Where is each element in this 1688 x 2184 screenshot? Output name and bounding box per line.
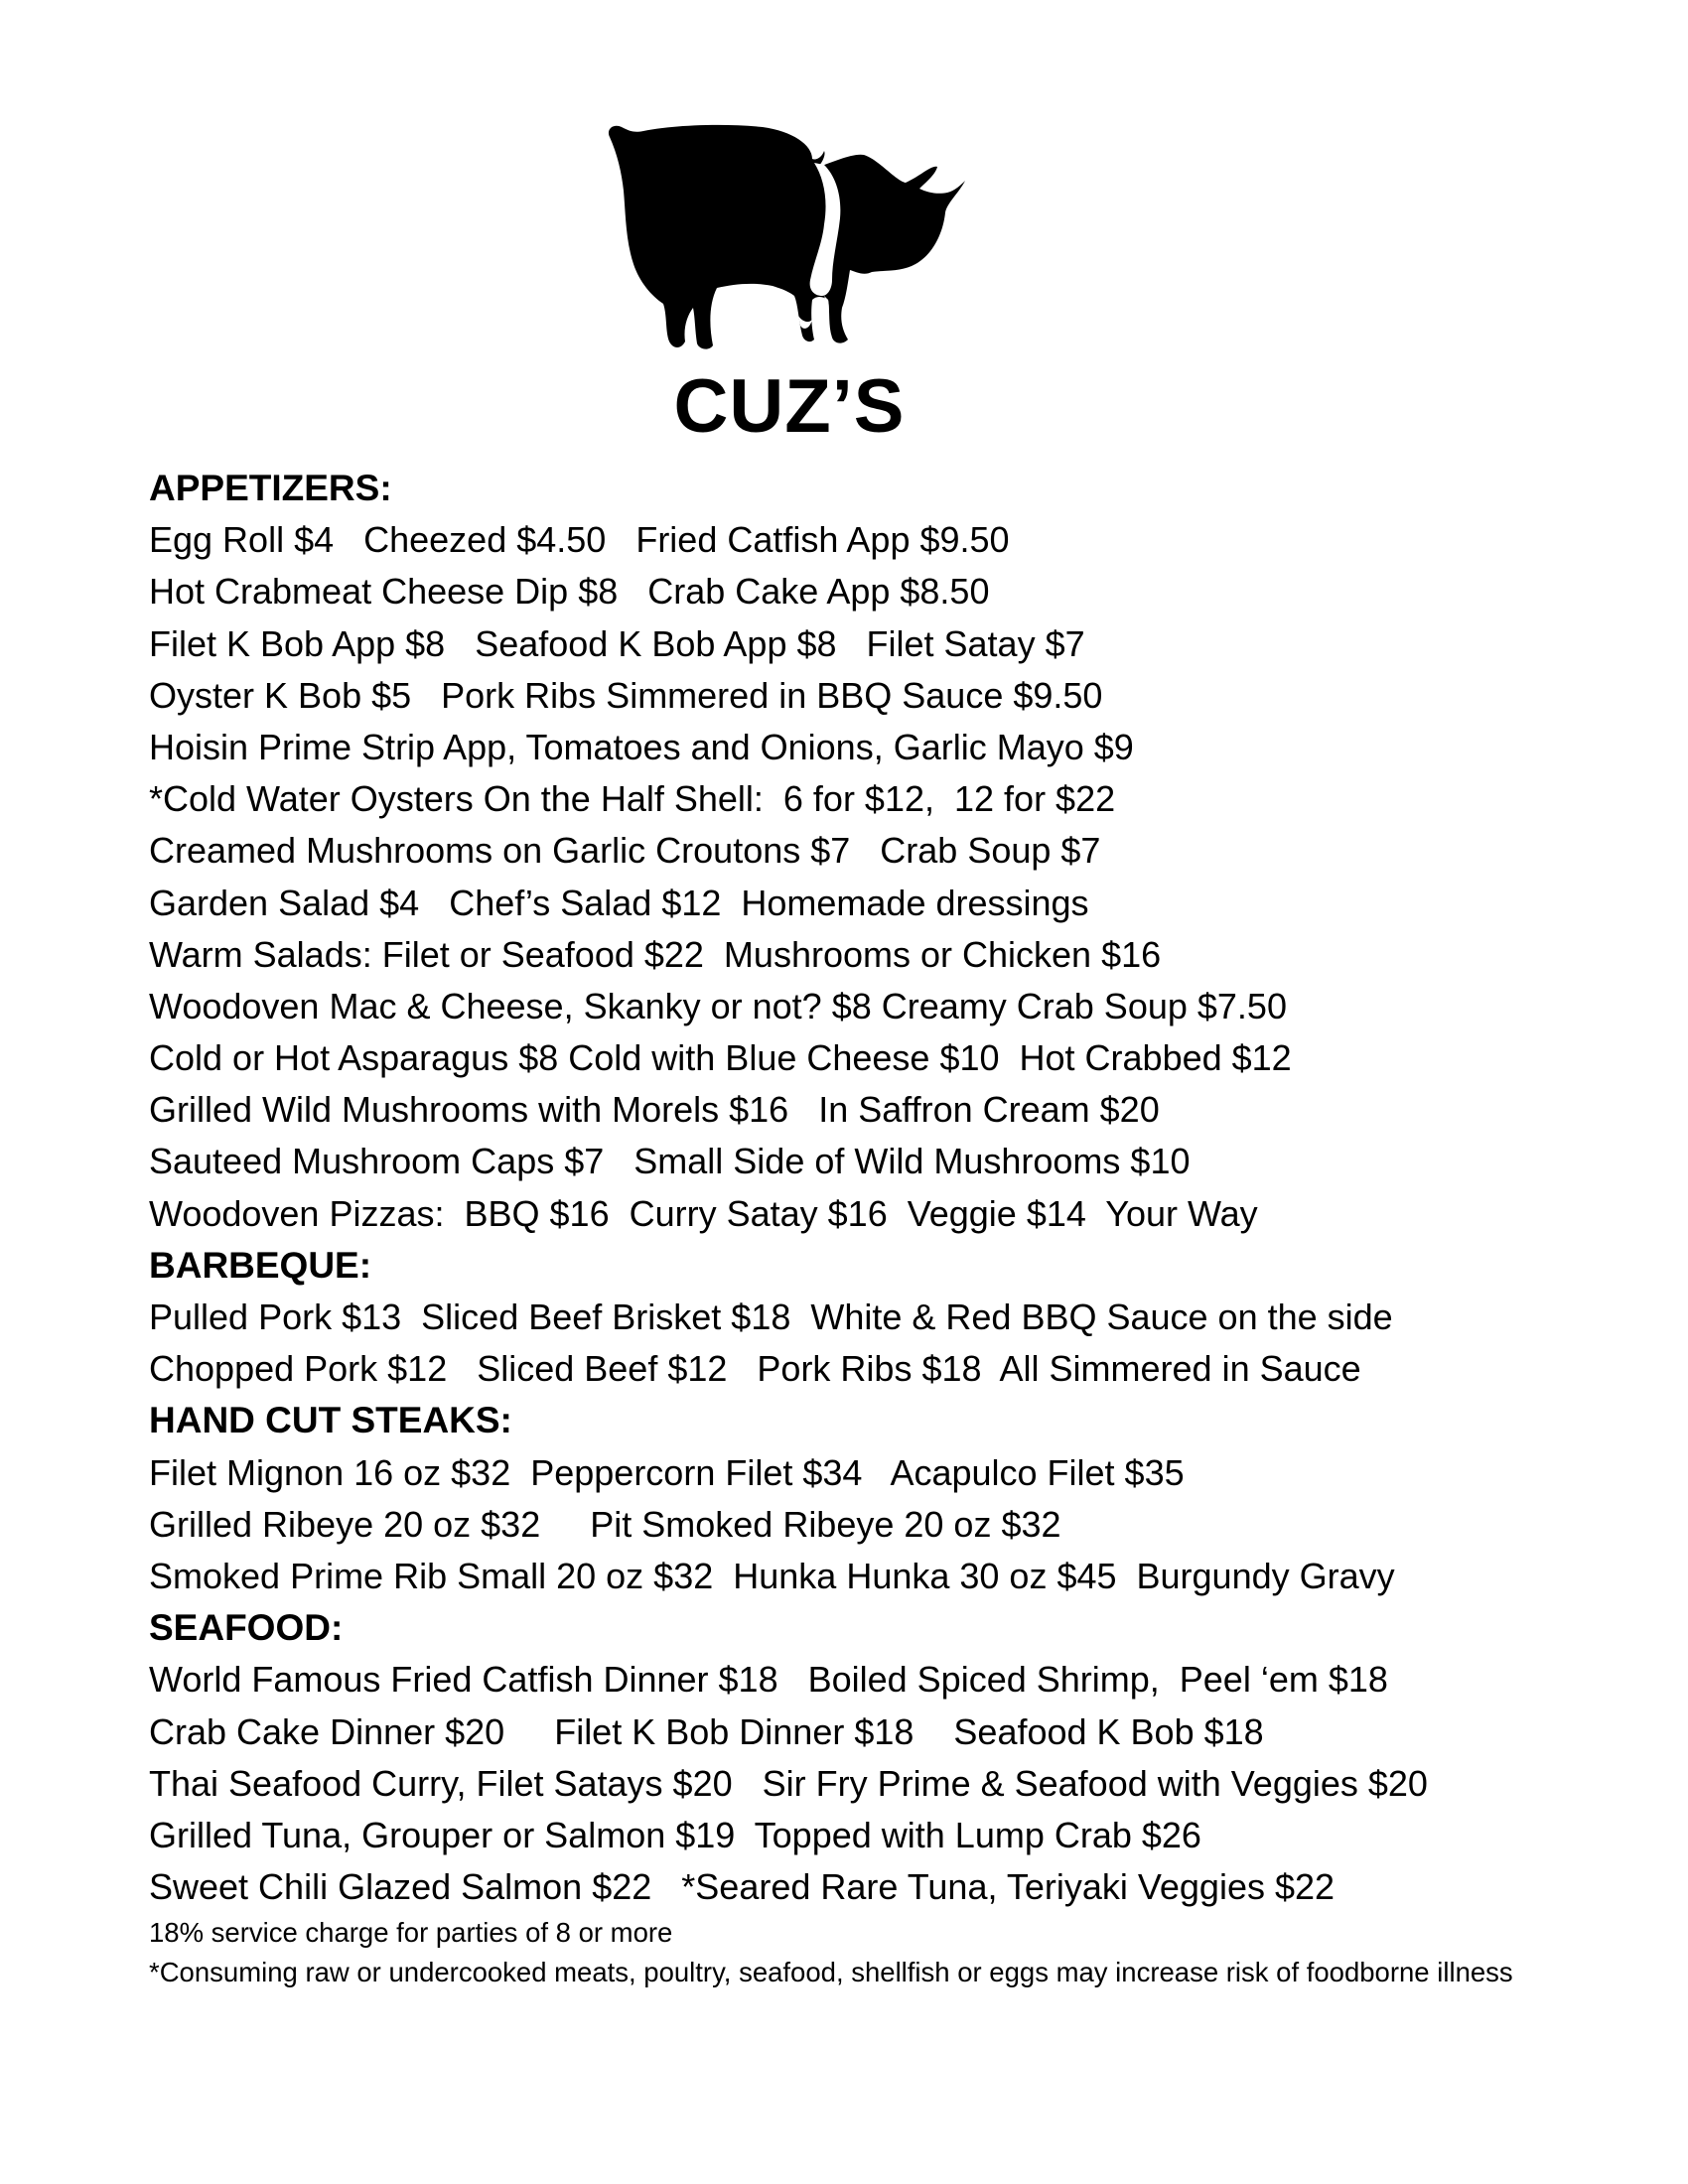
menu-item-line: World Famous Fried Catfish Dinner $18 Boiled Spiced Shrimp, Peel ‘em $18	[149, 1659, 1388, 1701]
menu-item-line: Thai Seafood Curry, Filet Satays $20 Sir Fry Prime & Seafood with Veggies $20	[149, 1762, 1428, 1804]
menu-item-line: Sauteed Mushroom Caps $7 Small Side of Wild Mushrooms $10	[149, 1141, 1191, 1182]
menu-item-line: *Cold Water Oysters On the Half Shell: 6 for $12, 12 for $22	[149, 778, 1116, 820]
menu-item-line: Filet K Bob App $8 Seafood K Bob App $8 Filet Satay $7	[149, 622, 1085, 664]
menu-item-line: Egg Roll $4 Cheezed $4.50 Fried Catfish App $9.50	[149, 519, 1010, 561]
menu-item-line: Hot Crabmeat Cheese Dip $8 Crab Cake App $8.50	[149, 571, 990, 613]
menu-item-line: Filet Mignon 16 oz $32 Peppercorn Filet $34 Acapulco Filet $35	[149, 1451, 1185, 1493]
section-heading: APPETIZERS:	[149, 468, 392, 508]
pig-silhouette-icon	[604, 121, 1005, 359]
food-safety-note: *Consuming raw or undercooked meats, poultry, seafood, shellfish or eggs may increase risk of foodborne illness	[149, 1957, 1513, 1988]
menu-item-line: Woodoven Pizzas: BBQ $16 Curry Satay $16 Veggie $14 Your Way	[149, 1192, 1258, 1234]
menu-item-line: Cold or Hot Asparagus $8 Cold with Blue Cheese $10 Hot Crabbed $12	[149, 1037, 1292, 1079]
menu-item-line: Smoked Prime Rib Small 20 oz $32 Hunka Hunka 30 oz $45 Burgundy Gravy	[149, 1555, 1395, 1596]
menu-item-line: Woodoven Mac & Cheese, Skanky or not? $8 Creamy Crab Soup $7.50	[149, 985, 1287, 1026]
menu-item-line: Hoisin Prime Strip App, Tomatoes and Onions, Garlic Mayo $9	[149, 726, 1134, 767]
menu-item-line: Sweet Chili Glazed Salmon $22 *Seared Rare Tuna, Teriyaki Veggies $22	[149, 1866, 1336, 1908]
menu-item-line: Chopped Pork $12 Sliced Beef $12 Pork Ribs $18 All Simmered in Sauce	[149, 1348, 1361, 1390]
section-heading: HAND CUT STEAKS:	[149, 1400, 512, 1441]
restaurant-name: CUZ’S	[673, 364, 906, 449]
menu-item-line: Garden Salad $4 Chef’s Salad $12 Homemade dressings	[149, 882, 1089, 923]
menu-item-line: Grilled Ribeye 20 oz $32 Pit Smoked Ribeye 20 oz $32	[149, 1503, 1061, 1545]
menu-item-line: Warm Salads: Filet or Seafood $22 Mushrooms or Chicken $16	[149, 933, 1162, 975]
menu-item-line: Pulled Pork $13 Sliced Beef Brisket $18 White & Red BBQ Sauce on the side	[149, 1297, 1393, 1337]
section-heading: SEAFOOD:	[149, 1607, 344, 1649]
menu-item-line: Grilled Wild Mushrooms with Morels $16 In Saffron Cream $20	[149, 1089, 1160, 1131]
service-charge-note: 18% service charge for parties of 8 or more	[149, 1917, 673, 1949]
menu-item-line: Oyster K Bob $5 Pork Ribs Simmered in BBQ Sauce $9.50	[149, 674, 1103, 716]
menu-content	[149, 463, 1609, 1992]
section-heading: BARBEQUE:	[149, 1244, 372, 1286]
menu-item-line: Crab Cake Dinner $20 Filet K Bob Dinner $18 Seafood K Bob $18	[149, 1710, 1264, 1752]
menu-item-line: Creamed Mushrooms on Garlic Croutons $7 Crab Soup $7	[149, 830, 1101, 872]
menu-item-line: Grilled Tuna, Grouper or Salmon $19 Topped with Lump Crab $26	[149, 1814, 1201, 1855]
